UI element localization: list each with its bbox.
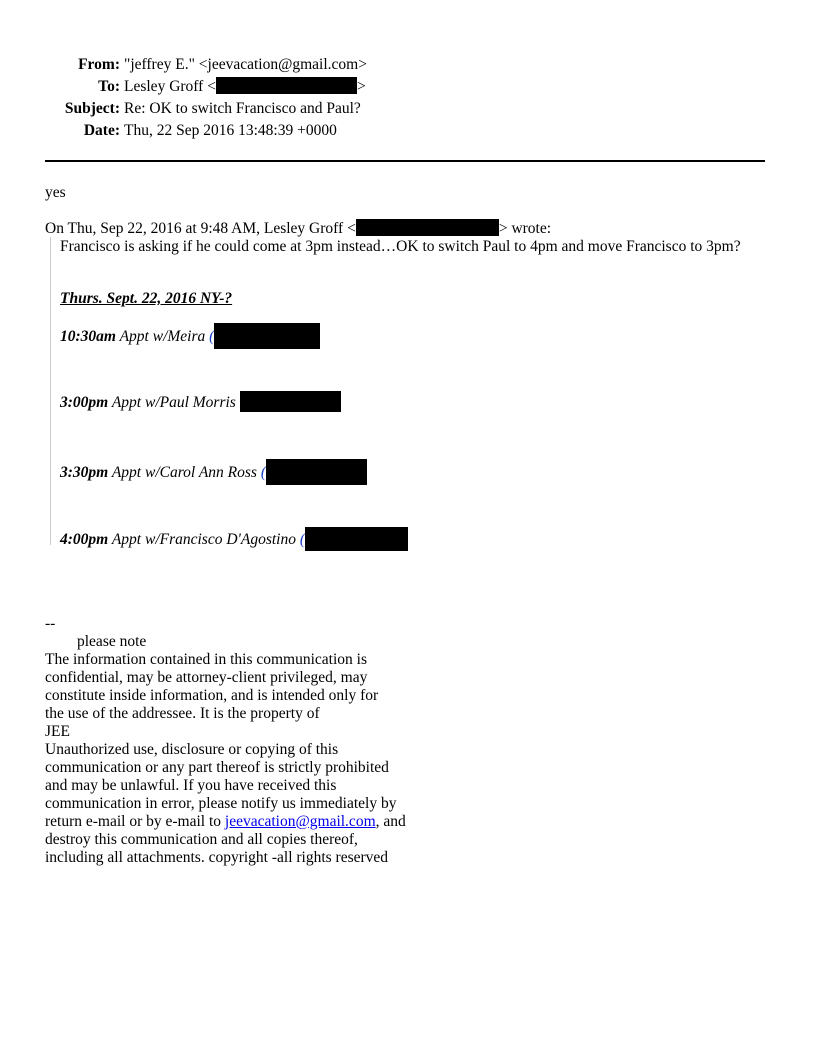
appointment-time: 4:00pm — [60, 531, 109, 548]
appointment-desc: Appt w/Carol Ann Ross — [111, 464, 257, 481]
appointment-desc: Appt w/Paul Morris — [111, 394, 236, 411]
to-label: To: — [98, 78, 120, 95]
schedule-title: Thurs. Sept. 22, 2016 NY-? — [60, 290, 233, 307]
quote-intro — [45, 219, 551, 238]
to-value — [124, 76, 366, 98]
redaction-box — [305, 527, 408, 551]
email-line-after: , and — [375, 813, 406, 830]
redaction-box — [240, 391, 341, 412]
disclaimer-line: confidential, may be attorney-client privileged, may — [45, 669, 368, 686]
appointment-paren: ( — [299, 531, 306, 548]
to-close: > — [356, 78, 366, 95]
email-header — [0, 54, 816, 142]
appointment-time: 3:00pm — [60, 394, 109, 411]
from-row — [0, 54, 816, 76]
from-label: From: — [78, 56, 120, 73]
disclaimer-email-line — [45, 813, 425, 831]
header-divider — [45, 160, 765, 162]
disclaimer-line: the use of the addressee. It is the property of — [45, 705, 320, 722]
disclaimer-line: destroy this communication and all copies thereof, — [45, 831, 358, 848]
disclaimer-line: constitute inside information, and is intended only for — [45, 687, 379, 704]
email-line-before: return e-mail or by e-mail to — [45, 813, 225, 830]
appointment-time: 3:30pm — [60, 464, 109, 481]
disclaimer-line: including all attachments. copyright -all rights reserved — [45, 849, 389, 866]
redaction-box — [356, 219, 499, 236]
quoted-message-text: Francisco is asking if he could come at 3pm instead…OK to switch Paul to 4pm and move Francisco to 3pm? — [60, 238, 741, 255]
subject-label: Subject: — [64, 100, 120, 117]
quoted-message — [50, 237, 791, 548]
subject-row — [0, 98, 816, 120]
appointment-desc: Appt w/Francisco D'Agostino — [111, 531, 296, 548]
to-row — [0, 76, 816, 98]
date-label: Date: — [83, 122, 120, 139]
from-value: "jeffrey E." <jeevacation@gmail.com> — [124, 56, 367, 73]
redaction-box — [214, 323, 320, 349]
disclaimer-line: Unauthorized use, disclosure or copying of this — [45, 741, 339, 758]
appointment-row — [60, 391, 341, 412]
signature-note: please note — [77, 633, 147, 650]
redaction-box — [216, 77, 357, 94]
date-row — [0, 120, 816, 142]
appointment-paren: ( — [260, 464, 266, 481]
appointment-row — [60, 323, 320, 349]
email-link[interactable]: jeevacation@gmail.com — [224, 813, 376, 830]
to-name: Lesley Groff < — [124, 78, 216, 95]
quote-intro-before: On Thu, Sep 22, 2016 at 9:48 AM, Lesley Groff < — [45, 220, 356, 237]
appointment-time: 10:30am — [60, 328, 116, 345]
disclaimer-line: The information contained in this communication is — [45, 651, 367, 668]
disclaimer-line: and may be unlawful. If you have received this — [45, 777, 337, 794]
signature-dashes: -- — [45, 615, 56, 632]
appointment-row — [60, 459, 367, 485]
redaction-box — [266, 459, 367, 485]
quote-intro-after: > wrote: — [498, 220, 552, 237]
reply-text: yes — [45, 184, 66, 201]
appointment-row — [60, 527, 408, 551]
subject-value: Re: OK to switch Francisco and Paul? — [124, 100, 361, 117]
disclaimer-line: communication in error, please notify us immediately by — [45, 795, 397, 812]
disclaimer-line: communication or any part thereof is strictly prohibited — [45, 759, 389, 776]
appointment-desc: Appt w/Meira — [119, 328, 206, 345]
appointment-paren: ( — [209, 328, 215, 345]
disclaimer-line: JEE — [45, 723, 70, 740]
date-value: Thu, 22 Sep 2016 13:48:39 +0000 — [124, 122, 337, 139]
signature-disclaimer — [45, 615, 425, 867]
